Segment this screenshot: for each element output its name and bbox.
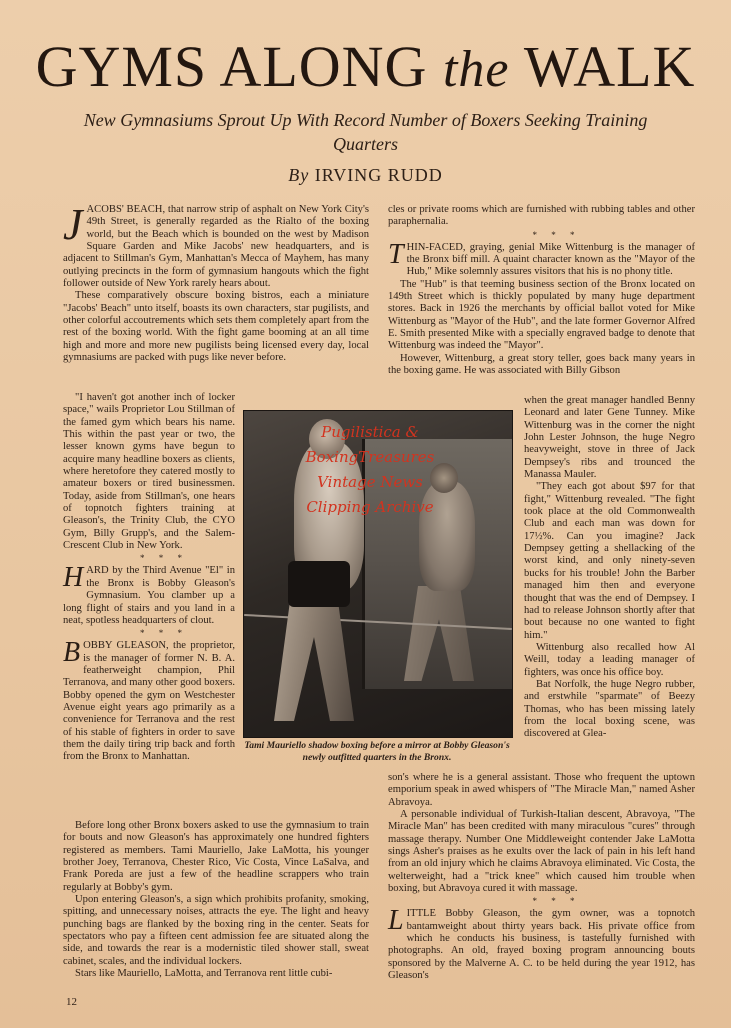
- paragraph-bobby-gleason: [63, 637, 235, 763]
- paragraph-al-weill: Wittenburg also recalled how Al Weill, today a leading manager of fighters, was once his office boy.: [524, 641, 695, 678]
- drop-cap-t: T: [388, 238, 404, 270]
- title-part-2: WALK: [509, 34, 696, 99]
- boxer-trunks: [288, 561, 350, 607]
- page-number: 12: [66, 996, 77, 1008]
- section-divider: * * *: [532, 229, 581, 240]
- paragraph-general-assistant: son's where he is a general assistant. Those who frequent the uptown emporium speak in awed whispers of "The Miracle Man," named Asher Abravoya.: [388, 772, 695, 808]
- drop-cap-b: B: [63, 637, 81, 669]
- paragraph-before-long: Before long other Bronx boxers asked to use the gymnasium to train for bouts and now Gleason's has approximately one hundred fighters registered as members. Tami Mauriello, Jake LaMotta, his younger brother Joey, Terranova, Chester Rico, Vic Costa, Vince LaSalva, and Frank Poreda are just a few of the headline scrappers who train regularly at Bobby's gym.: [63, 820, 369, 893]
- paragraph-text: ACOBS' BEACH, that narrow strip of asphalt on New York City's 49th Street, is generally regarded as the Rialto of the boxing world, but the Beach which is bounded on the west by Madison Square Garden and Mike Jacobs' new headquarters, and is adjacent to Stillman's Gym, Manhattan's Mecca of Mayhem, has many outlying precincts in the form of gymnasium hangouts which the fight follower outside of New York rarely hears about.: [63, 204, 369, 290]
- paragraph-stars-rent: Stars like Mauriello, LaMotta, and Terranova rent little cubi-: [75, 968, 333, 980]
- byline: [0, 165, 731, 186]
- paragraph-97-dollars: "They each got about $97 for that fight," Wittenburg revealed. "The fight took place at the old Commonwealth Club and each man was down for 17½%. Can you imagine? Jack Dempsey getting a shellacking of the worst kind, and only ninety-seven bucks for his trouble! John the Barber managed him then and everyone thought that was the end of Dempsey. I had to release Johnson shortly after that bout because no one wanted to fight him.": [524, 481, 695, 641]
- archive-watermark: Pugilistica & BoxingTreasures Vintage News Clipping Archive: [305, 423, 435, 516]
- drop-cap-j: J: [63, 200, 83, 249]
- left-column-bottom: [63, 820, 369, 980]
- article-title: [0, 36, 731, 101]
- paragraph-great-manager: when the great manager handled Benny Leonard and later Gene Tunney. Mike Wittenburg was in the corner the night John Lester Johnson, the huge Negro heavyweight, stove in three of Jack Dempsey's ribs and trounced the Manassa Mauler.: [524, 395, 695, 481]
- section-divider: * * *: [140, 628, 188, 639]
- paragraph-upon-entering: Upon entering Gleason's, a sign which prohibits profanity, smoking, spitting, and unnecessary noises, attracts the eye. The light and heavy punching bags are flanked by the boxing ring in the center. Seats for spectators who pay a fifteen cent admission fee are situated along the side, and towards the rear is a modernistic tiled shower stall, sweat cabinet, scales, and the individual lockers.: [63, 894, 369, 967]
- paragraph-text: HIN-FACED, graying, genial Mike Wittenburg is the manager of the Bronx biff mill. A quaint character known as the "Mayor of the Hub," Mike solemnly assures visitors that his is no phony title.: [406, 241, 695, 278]
- paragraph-bat-norfolk: Bat Norfolk, the huge Negro rubber, and erstwhile "sparmate" of Beezy Thomas, who has been missing lately from the local boxing scene, was discovered at Glea-: [524, 678, 695, 740]
- drop-cap-l: L: [388, 905, 404, 937]
- right-column-top: [388, 204, 695, 377]
- section-divider: * * *: [140, 553, 188, 564]
- article-subtitle: New Gymnasiums Sprout Up With Record Number of Boxers Seeking Training Quarters: [83, 110, 648, 154]
- paragraph-however: However, Wittenburg, a great story teller, goes back many years in the boxing game. He was associated with Billy Gibson: [388, 352, 695, 377]
- right-column-narrow: [524, 395, 695, 741]
- paragraph-thin-faced: [388, 238, 695, 279]
- byline-author: IRVING RUDD: [314, 165, 443, 185]
- photo-caption: Tami Mauriello shadow boxing before a mirror at Bobby Gleason's newly outfitted quarters in the Bronx.: [244, 740, 510, 763]
- right-column-bottom: [388, 772, 695, 983]
- byline-by: By: [288, 165, 310, 185]
- title-part-1: GYMS ALONG: [35, 34, 443, 99]
- paragraph-text: ITTLE Bobby Gleason, the gym owner, was a topnotch bantamweight about thirty years back. His private office from which he conducts his business, is tastefully furnished with photographs. An old, frayed boxing program announcing bouts sponsored by the Malverne A. C. to be held during the year 1912, has Gleason's: [388, 908, 695, 982]
- left-column-narrow: [63, 392, 235, 764]
- paragraph-little-bobby: [388, 905, 695, 982]
- paragraph-text: ARD by the Third Avenue "El" in the Bronx is Bobby Gleason's Gymnasium. You clamber up a long flight of stairs and you land in a neat, spotless headquarters of clout.: [63, 565, 235, 626]
- paragraph-bistros: These comparatively obscure boxing bistros, each a miniature "Jacobs' Beach" unto itself, boasts its own characters, star pugilists, and other colorful accoutrements which sets them completely apart from the rest of the boxing world. With the fight game booming at an all time high and more and more new pugilists being licensed every day, local gymnasiums are packed with pugs like never before.: [63, 290, 369, 364]
- paragraph-stillman-quote: "I haven't got another inch of locker space," wails Proprietor Lou Stillman of the famed gym which bears his name. This within the past year or two, the lesser known gyms have begun to acquire many headline boxers as clients, where heretofore they catered mostly to amateur boxers or tired businessmen. Today, aside from Stillman's, one hears of topnotch fighters training at Gleason's, the Trinity Club, the CYO Gym, Billy Grupp's, and the Salem-Crescent Club in New York.: [63, 392, 235, 552]
- paragraph-cubicles: cles or private rooms which are furnished with rubbing tables and other paraphernalia.: [388, 204, 695, 228]
- paragraph-the-hub: The "Hub" is that teeming business section of the Bronx located on 149th Street which is thickly populated by many huge department stores. Back in 1926 the merchants by official ballot voted for Mike Wittenburg as "Mayor of the Hub", and the late former Governor Alfred E. Smith presented Mike with a specially engraved badge to denote that Wittenburg was indeed the "Mayor".: [388, 278, 695, 352]
- drop-cap-h: H: [63, 562, 84, 594]
- left-column-top: [63, 200, 369, 364]
- paragraph-text: OBBY GLEASON, the proprietor, is the manager of former N. B. A. featherweight champion, Phil Terranova, and many other good boxers. Bobby opened the gym on Westchester Avenue eight years ago primarily as a convenience for Terranova and the rest of his stable of fighters in order to save them the daily tiring trip back and forth from the Bronx to Manhattan.: [63, 640, 235, 763]
- section-divider: * * *: [532, 896, 581, 907]
- title-the: the: [442, 41, 510, 98]
- paragraph-hard-by: [63, 562, 235, 627]
- paragraph-jacobs-beach: [63, 200, 369, 290]
- paragraph-miracle-man: A personable individual of Turkish-Italian descent, Abravoya, "The Miracle Man" has been credited with many miraculous "cures" through massage therapy. Number One Middleweight contender Jake LaMotta sings Asher's praises as he exults over the lack of pain in his left hand from an old injury which he claims Abravoya eliminated. Vic Costa, the welterweight, had a "trick knee" which caused him trouble when boxing, but Abravoya cured it with massage.: [388, 809, 695, 895]
